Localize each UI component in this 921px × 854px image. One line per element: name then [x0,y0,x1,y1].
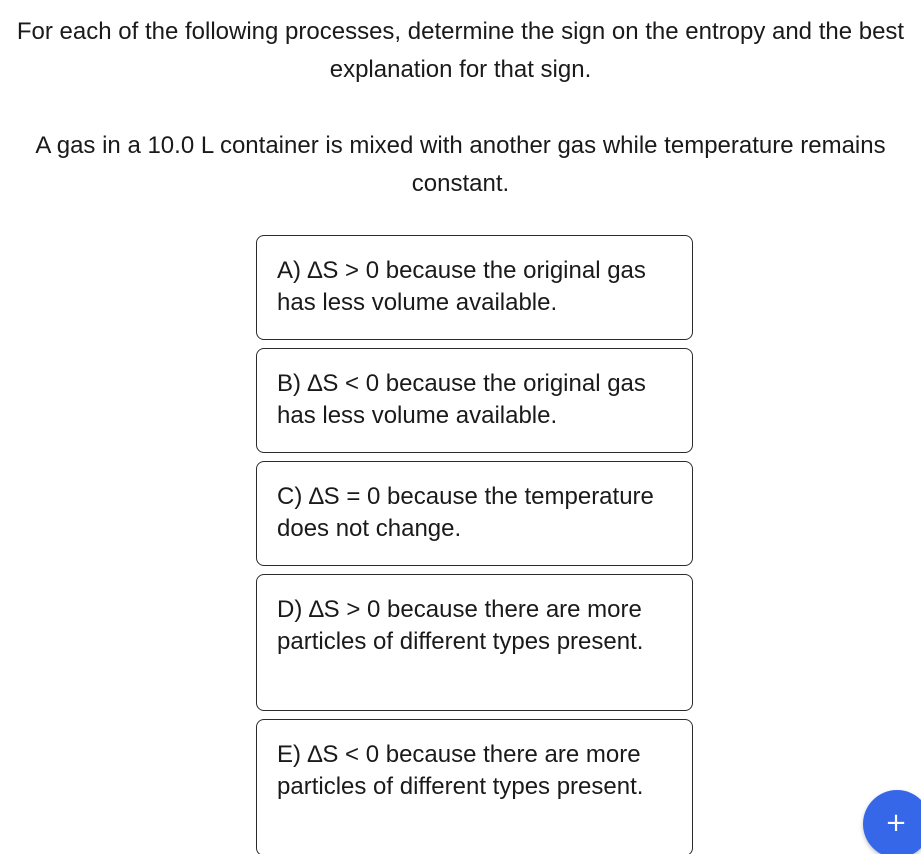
add-button[interactable] [863,790,921,854]
question-block [0,13,921,203]
answer-option-a[interactable]: A) ∆S > 0 because the original gas has less volume available. [256,235,693,340]
answer-option-d[interactable]: D) ∆S > 0 because there are more particles of different types present. [256,574,693,711]
question-prompt: For each of the following processes, determine the sign on the entropy and the best explanation for that sign. [16,18,905,83]
answer-option-b[interactable]: B) ∆S < 0 because the original gas has less volume available. [256,348,693,453]
answer-option-c[interactable]: C) ∆S = 0 because the temperature does not change. [256,461,693,566]
answer-options [256,235,693,854]
answer-option-e[interactable]: E) ∆S < 0 because there are more particles of different types present. [256,719,693,854]
plus-icon: + [885,808,907,838]
question-scenario: A gas in a 10.0 L container is mixed with another gas while temperature remains constant. [35,132,886,197]
